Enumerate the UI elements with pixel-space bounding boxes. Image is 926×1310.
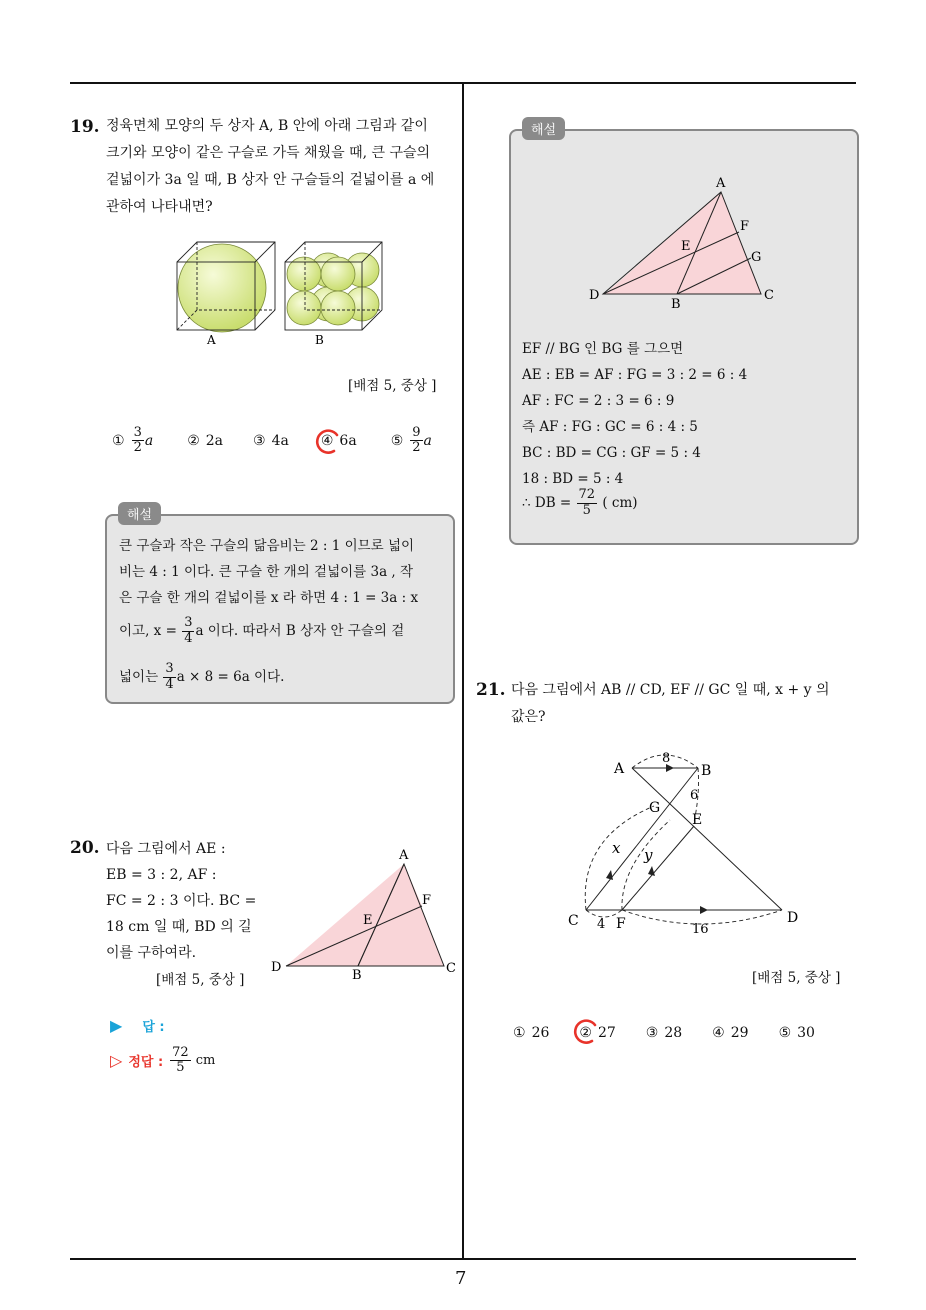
label-8: 8	[662, 751, 671, 766]
choice-number: ①	[112, 432, 125, 449]
frac-num: 3	[133, 425, 142, 440]
q20-text	[106, 836, 258, 966]
label-B: B	[352, 968, 362, 980]
q21-choice-1[interactable]	[513, 1025, 549, 1041]
q19-choice-4[interactable]	[321, 433, 357, 449]
text: 이고, x =	[119, 623, 177, 639]
label-16: 16	[692, 922, 709, 937]
q20-line: 이를 구하여라.	[106, 945, 197, 961]
q20-line: EB = 3 : 2, AF :	[106, 867, 217, 883]
q19-line: 크기와 모양이 같은 구슬로 가득 채웠을 때, 큰 구슬의	[106, 145, 431, 161]
frac-den: 2	[412, 440, 421, 456]
q19-figure	[170, 232, 390, 348]
label-b: B	[315, 333, 324, 347]
frac-num: 9	[412, 425, 421, 440]
page-number: 7	[455, 1268, 467, 1289]
q20-line: FC = 2 : 3 이다. BC =	[106, 893, 257, 909]
q21-text	[511, 677, 857, 731]
sol20-figure	[585, 172, 785, 312]
label-A: A	[399, 848, 409, 863]
text: a × 8 = 6a 이다.	[176, 669, 285, 685]
frac-num: 3	[184, 615, 193, 631]
q20-figure	[268, 844, 464, 980]
selected-mark	[572, 1017, 600, 1047]
frac-num: 72	[172, 1045, 189, 1060]
q19-number: 19.	[70, 117, 100, 137]
choice-text: 29	[730, 1025, 749, 1041]
solution-line	[522, 486, 848, 520]
label-D: D	[787, 910, 799, 926]
label-C: C	[764, 288, 774, 303]
text: 넓이는	[119, 669, 159, 685]
solution-line: 은 구슬 한 개의 겉넓이를 x 라 하면 4 : 1 = 3a : x	[119, 590, 419, 606]
q19-choice-2[interactable]	[187, 433, 223, 449]
q19-text	[106, 113, 458, 221]
solution-line: EF // BG 인 BG 를 그으면	[522, 341, 684, 357]
fraction	[182, 616, 194, 646]
q19-choices	[112, 426, 466, 456]
q21-figure	[560, 748, 810, 940]
q19-choice-1[interactable]	[112, 426, 153, 456]
q21-choice-3[interactable]	[646, 1025, 682, 1041]
q21-choice-2[interactable]	[579, 1025, 615, 1041]
solution-line	[119, 657, 445, 697]
solution-line: 즉 AF : FG : GC = 6 : 4 : 5	[522, 419, 698, 435]
choice-number: ②	[187, 432, 200, 449]
q21-choice-4[interactable]	[712, 1025, 748, 1041]
choice-number: ⑤	[390, 432, 404, 449]
q21-line: 다음 그림에서 AB // CD, EF // GC 일 때, x + y 의	[511, 682, 830, 698]
choice-number: ⑤	[778, 1025, 792, 1041]
text: ∴ DB =	[522, 495, 572, 511]
choice-text: 26	[531, 1025, 550, 1041]
fraction	[163, 662, 175, 692]
label-y: y	[644, 846, 653, 864]
frac-num: 72	[578, 487, 596, 503]
choice-number: ②	[579, 1025, 592, 1041]
choice-text: 30	[797, 1025, 815, 1041]
label-D: D	[271, 960, 282, 975]
label-F: F	[616, 916, 626, 932]
q21-line: 값은?	[511, 709, 546, 725]
text: a 이다. 따라서 B 상자 안 구슬의 겉	[195, 623, 405, 639]
frac-den: 2	[133, 440, 142, 456]
box-a	[177, 242, 275, 332]
fraction	[577, 488, 598, 518]
label-G: G	[649, 800, 661, 816]
frac-den: 4	[165, 676, 174, 692]
label-F: F	[740, 219, 750, 234]
q21-choices	[513, 1025, 815, 1041]
q20-line: 18 cm 일 때, BD 의 길	[106, 919, 252, 935]
solution-line: AE : EB = AF : FG = 3 : 2 = 6 : 4	[522, 367, 748, 383]
selected-mark	[314, 427, 342, 457]
q19-line: 관하여 나타내면?	[106, 199, 213, 215]
q19-line: 겉넓이가 3a 일 때, B 상자 안 구슬들의 겉넓이를 a 에	[106, 172, 435, 188]
label-G: G	[751, 250, 762, 265]
box-b	[285, 242, 382, 330]
label-B: B	[671, 297, 681, 312]
unit: cm	[195, 1053, 216, 1069]
label-4: 4	[597, 917, 606, 932]
label-E: E	[363, 913, 373, 928]
solution-line: 큰 구슬과 작은 구슬의 닮음비는 2 : 1 이므로 넓이	[119, 538, 415, 554]
q21-choice-5[interactable]	[779, 1025, 815, 1041]
q20-meta: [배점 5, 중상 ]	[156, 972, 245, 988]
unit: ( cm)	[602, 495, 638, 511]
choice-suffix: a	[144, 432, 154, 449]
choice-text: 28	[664, 1025, 683, 1041]
q19-solution-text	[119, 533, 445, 697]
q20-number: 20.	[70, 838, 100, 858]
q19-solution-tag: 해설	[118, 502, 161, 525]
frac-den: 4	[184, 630, 193, 646]
label-C: C	[568, 913, 579, 929]
frac-num: 3	[165, 661, 174, 677]
label-6: 6	[690, 788, 699, 803]
label-F: F	[422, 893, 432, 908]
label-x: x	[612, 839, 621, 857]
label-A: A	[614, 761, 625, 777]
choice-number: ③	[645, 1025, 659, 1041]
choice-text: 6a	[339, 432, 357, 449]
solution-line: 비는 4 : 1 이다. 큰 구슬 한 개의 겉넓이를 3a , 작	[119, 564, 414, 580]
solution-line: AF : FC = 2 : 3 = 6 : 9	[522, 393, 675, 409]
fraction	[170, 1046, 191, 1076]
choice-suffix: a	[423, 432, 432, 449]
bottom-rule	[70, 1258, 856, 1260]
label-E: E	[681, 239, 691, 254]
q20-solution-tag: 해설	[522, 117, 565, 140]
q19-line: 정육면체 모양의 두 상자 A, B 안에 아래 그림과 같이	[106, 118, 428, 134]
choice-number: ④	[320, 432, 334, 449]
correct-label: 정답 :	[128, 1055, 164, 1071]
q20-line: 다음 그림에서 AE :	[106, 841, 226, 857]
label-a: A	[207, 333, 216, 347]
column-divider	[462, 82, 464, 1260]
solution-line: 18 : BD = 5 : 4	[522, 471, 624, 487]
choice-text: 4a	[271, 432, 289, 449]
choice-number: ④	[712, 1025, 725, 1041]
q20-answer	[110, 1016, 165, 1035]
label-B: B	[701, 763, 712, 779]
q19-choice-3[interactable]	[253, 433, 289, 449]
play-icon: ▶	[110, 1016, 123, 1035]
choice-text: 27	[597, 1025, 616, 1041]
choice-number: ③	[253, 432, 266, 449]
answer-label: 답 :	[142, 1020, 165, 1035]
frac-den: 5	[176, 1060, 185, 1076]
choice-text: 2a	[205, 432, 224, 449]
play-outline-icon: ▷	[110, 1051, 123, 1071]
frac-den: 5	[582, 502, 591, 518]
solution-line	[119, 611, 445, 651]
fraction	[132, 426, 144, 456]
q19-choice-5[interactable]	[391, 426, 432, 456]
sol20-text	[522, 336, 848, 520]
q21-number: 21.	[476, 680, 506, 700]
q20-correct-answer	[110, 1046, 215, 1076]
q19-meta: [배점 5, 중상 ]	[348, 378, 437, 394]
q21-meta: [배점 5, 중상 ]	[752, 970, 841, 986]
choice-number: ①	[513, 1025, 526, 1041]
fraction	[410, 426, 422, 456]
label-D: D	[589, 288, 600, 303]
solution-line: BC : BD = CG : GF = 5 : 4	[522, 445, 701, 461]
label-C: C	[446, 961, 456, 976]
label-A: A	[716, 176, 726, 191]
label-E: E	[692, 812, 703, 828]
